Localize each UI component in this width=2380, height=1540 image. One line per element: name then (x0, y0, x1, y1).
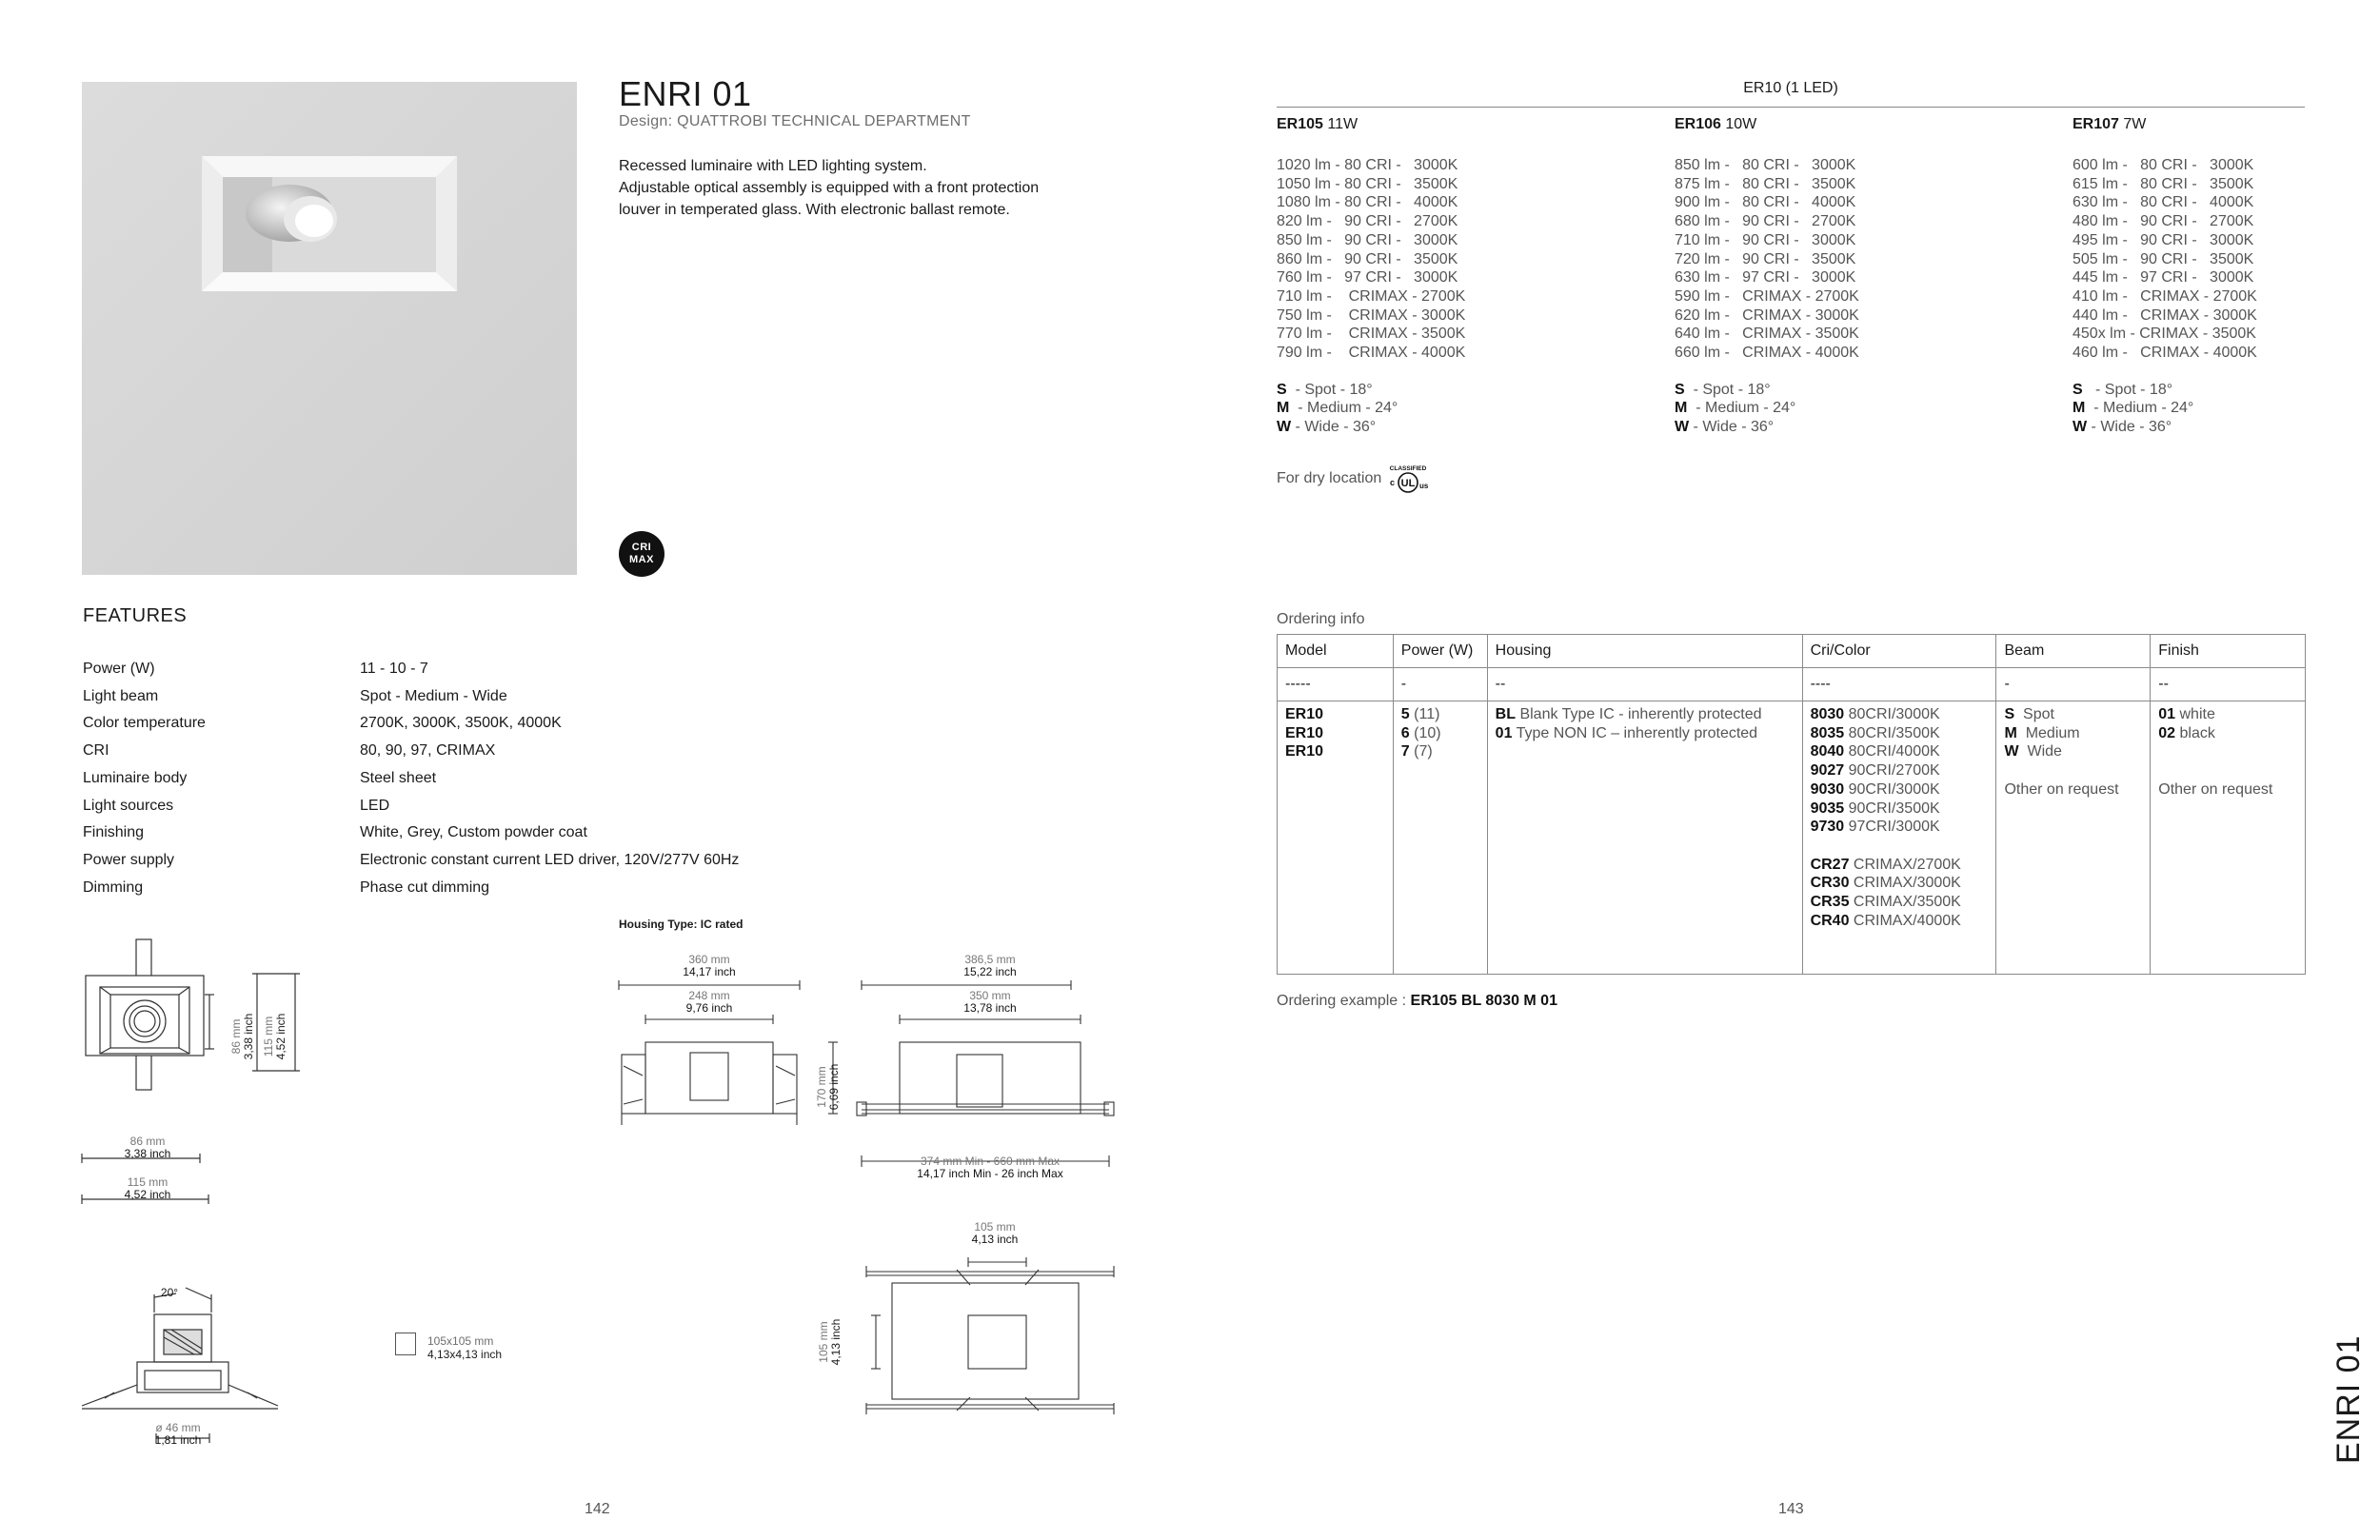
lumen-line: 450x lm - CRIMAX - 3500K (2073, 326, 2256, 343)
front-height-115 (263, 998, 289, 1075)
housing-bar-range (876, 1155, 1104, 1180)
separator-cell: ----- (1278, 668, 1394, 701)
product-photo (82, 82, 577, 575)
crimax-option-desc: CRIMAX/3500K (1849, 894, 1961, 911)
power-option (1401, 724, 1479, 743)
cri-option (1811, 724, 1989, 743)
beam-option-desc: Wide (2018, 743, 2062, 760)
beam-option (2004, 724, 2142, 743)
crimax-badge (619, 531, 664, 577)
cri-option-code: 8040 (1810, 743, 1845, 760)
dim-mm: 105 mm (817, 1321, 830, 1363)
cutout-dimension (427, 1334, 502, 1361)
dry-location-note (1277, 463, 1431, 495)
cri-option-desc: 90CRI/3000K (1844, 780, 1940, 798)
features-heading: FEATURES (83, 605, 188, 626)
crimax-option (1811, 856, 1989, 875)
beam-code: W (1675, 419, 1690, 436)
feature-label: Light sources (83, 797, 174, 814)
dim-inch: 6,69 inch (827, 1063, 841, 1111)
dim-mm: 115 mm (127, 1175, 169, 1189)
separator-cell: -- (1487, 668, 1802, 701)
separator-cell: - (1393, 668, 1487, 701)
description-line: Adjustable optical assembly is equipped with a front protection (619, 180, 1040, 196)
feature-label: Power supply (83, 851, 175, 868)
dim-mm: 115 mm (262, 1016, 275, 1057)
lumen-line: 875 lm - 80 CRI - 3500K (1675, 175, 1856, 192)
cri-color-options (1802, 701, 1996, 975)
page-number-right: 143 (1778, 1501, 1804, 1517)
lumen-list (1277, 156, 1465, 363)
feature-label: Power (W) (83, 661, 155, 677)
feature-value: 80, 90, 97, CRIMAX (360, 742, 496, 760)
model-code: ER10 (1285, 743, 1324, 760)
beam-other-note: Other on request (2004, 780, 2119, 798)
beam-options (1996, 701, 2151, 975)
beam-code: W (1277, 419, 1292, 436)
feature-label: Dimming (83, 879, 144, 896)
cert-classified-text: CLASSIFIED (1389, 465, 1427, 472)
lumen-line: 1080 lm - 80 CRI - 4000K (1277, 194, 1458, 211)
lumen-line: 505 lm - 90 CRI - 3500K (2073, 250, 2254, 267)
beam-desc: - Wide - 36° (1689, 419, 1775, 436)
cri-option-code: 8035 (1810, 724, 1845, 741)
lumen-line: 600 lm - 80 CRI - 3000K (2073, 157, 2254, 173)
beam-option (2004, 705, 2142, 724)
finish-option (2158, 705, 2297, 724)
cutout-icon (395, 1333, 416, 1355)
beam-line (1675, 399, 1859, 418)
power-option-desc: (10) (1409, 724, 1441, 741)
beam-line (1675, 381, 1859, 400)
model-options (1278, 701, 1394, 975)
cri-option (1811, 818, 1989, 837)
housing-width-248 (657, 990, 762, 1015)
dim-mm: 360 mm (688, 953, 730, 966)
beam-option-code: M (2004, 724, 2017, 741)
feature-row (83, 798, 1035, 815)
feature-row (83, 879, 1035, 897)
variant-wattage: 10W (1720, 116, 1757, 132)
feature-label: Finishing (83, 824, 145, 841)
model-code: ER10 (1285, 724, 1324, 741)
dim-mm: 86 mm (229, 1018, 243, 1055)
dim-inch: 9,76 inch (685, 1001, 733, 1015)
dim-mm: 105 mm (974, 1220, 1016, 1234)
lumen-list (1675, 156, 1859, 363)
ordering-example-label: Ordering example : (1277, 993, 1411, 1009)
lumen-line: 900 lm - 80 CRI - 4000K (1675, 194, 1856, 211)
housing-top-drawing (852, 1247, 1128, 1437)
lumen-line: 1050 lm - 80 CRI - 3500K (1277, 175, 1458, 192)
variant-header (1675, 116, 1859, 137)
feature-label: CRI (83, 742, 109, 760)
cri-option-code: 9027 (1810, 762, 1845, 780)
lumen-line: 620 lm - CRIMAX - 3000K (1675, 306, 1859, 324)
feature-value: Steel sheet (360, 769, 437, 786)
variant-model: ER107 (2073, 116, 2119, 132)
dim-inch: 4,13 inch (971, 1233, 1019, 1246)
dim-mm: ø 46 mm (155, 1421, 201, 1434)
page-number-left: 142 (585, 1501, 610, 1517)
ordering-example-code: ER105 BL 8030 M 01 (1410, 993, 1557, 1009)
feature-row (83, 742, 1035, 760)
crimax-option-code: CR27 (1810, 856, 1850, 873)
front-height-86 (230, 998, 257, 1075)
model-code: ER10 (1285, 706, 1324, 722)
lumen-line: 630 lm - 80 CRI - 4000K (2073, 194, 2254, 211)
feature-label: Luminaire body (83, 769, 188, 786)
beam-line (2073, 399, 2257, 418)
housing-width-350 (938, 990, 1042, 1015)
spacer (1811, 837, 1989, 856)
beam-code: M (2073, 400, 2086, 417)
dim-inch: 14,17 inch (683, 965, 736, 978)
lumen-line: 495 lm - 90 CRI - 3000K (2073, 231, 2254, 248)
power-option (1401, 742, 1479, 761)
power-options (1393, 701, 1487, 975)
beam-line (1277, 418, 1465, 437)
lumen-line: 445 lm - 97 CRI - 3000K (2073, 269, 2254, 286)
separator-cell: -- (2151, 668, 2306, 701)
dim-inch: 3,38 inch (124, 1147, 171, 1160)
feature-value: Electronic constant current LED driver, 120V/277V 60Hz (360, 851, 740, 868)
lumen-line: 790 lm - CRIMAX - 4000K (1277, 345, 1466, 362)
cri-option-desc: 97CRI/3000K (1844, 819, 1940, 836)
housing-width-386 (938, 954, 1042, 978)
beam-option-desc: Spot (2014, 706, 2054, 722)
diameter-46 (135, 1422, 221, 1447)
beam-line (2073, 418, 2257, 437)
variant-wattage: 7W (2118, 116, 2147, 132)
housing-options (1487, 701, 1802, 975)
cri-option-desc: 80CRI/3500K (1844, 724, 1940, 741)
beam-code: S (2073, 381, 2083, 398)
product-description (619, 155, 1152, 221)
dim-inch: 15,22 inch (963, 965, 1017, 978)
power-option-desc: (7) (1409, 743, 1433, 760)
lumen-line: 460 lm - CRIMAX - 4000K (2073, 345, 2257, 362)
lumen-list (2073, 156, 2257, 363)
beam-option-code: S (2004, 706, 2015, 722)
feature-row (83, 824, 1035, 841)
header-beam: Beam (1996, 635, 2151, 668)
beam-option-desc: Medium (2016, 724, 2080, 741)
header-power: Power (W) (1393, 635, 1487, 668)
dim-inch: 4,13x4,13 inch (427, 1348, 503, 1361)
housing-option (1496, 724, 1795, 743)
header-housing: Housing (1487, 635, 1802, 668)
housing-option-desc: Blank Type IC - inherently protected (1516, 706, 1762, 722)
crimax-option-code: CR40 (1810, 912, 1850, 929)
beam-desc: - Spot - 18° (1286, 381, 1373, 398)
description-line: Recessed luminaire with LED lighting system. (619, 158, 927, 174)
lumen-line: 680 lm - 90 CRI - 2700K (1675, 213, 1856, 230)
designer-credit: Design: QUATTROBI TECHNICAL DEPARTMENT (619, 113, 971, 129)
feature-value: White, Grey, Custom powder coat (360, 824, 587, 841)
beam-code: M (1675, 400, 1688, 417)
lumen-line: 440 lm - CRIMAX - 3000K (2073, 306, 2257, 324)
feature-value: 2700K, 3000K, 3500K, 4000K (360, 715, 562, 732)
dim-inch: 14,17 inch Min - 26 inch Max (917, 1167, 1063, 1180)
header-cri-color: Cri/Color (1802, 635, 1996, 668)
beam-desc: - Medium - 24° (1687, 400, 1796, 417)
ordering-info-title: Ordering info (1277, 611, 1365, 627)
beam-list (1675, 381, 1859, 437)
beam-list (1277, 381, 1465, 437)
dim-inch: 4,52 inch (124, 1188, 171, 1201)
lumen-line: 770 lm - CRIMAX - 3500K (1277, 326, 1466, 343)
beam-option-code: W (2004, 743, 2019, 760)
cri-option-desc: 80CRI/3000K (1844, 706, 1940, 722)
dim-inch: 13,78 inch (963, 1001, 1017, 1015)
beam-code: S (1277, 381, 1287, 398)
er10-heading: ER10 (1 LED) (1743, 80, 1838, 96)
front-view-drawing (76, 938, 324, 1214)
feature-row (83, 661, 1035, 678)
feature-row (83, 770, 1035, 787)
beam-desc: - Wide - 36° (2087, 419, 2172, 436)
housing-height-170 (816, 1044, 843, 1130)
beam-option (2004, 742, 2142, 761)
dim-mm: 86 mm (129, 1135, 166, 1148)
variant-model: ER106 (1675, 116, 1721, 132)
variant-column (2073, 116, 2257, 437)
heading-divider (1277, 107, 2305, 108)
feature-value: 11 - 10 - 7 (360, 661, 428, 677)
lumen-line: 710 lm - 90 CRI - 3000K (1675, 231, 1856, 248)
beam-line (2073, 381, 2257, 400)
beam-line (1277, 399, 1465, 418)
lumen-line: 1020 lm - 80 CRI - 3000K (1277, 157, 1458, 173)
crimax-option (1811, 912, 1989, 931)
dim-mm: 374 mm Min - 660 mm Max (920, 1155, 1061, 1168)
power-option (1401, 705, 1479, 724)
feature-row (83, 852, 1035, 869)
feature-value: Phase cut dimming (360, 879, 490, 896)
dim-inch: 3,38 inch (242, 1013, 255, 1060)
variant-model: ER105 (1277, 116, 1323, 132)
finish-option (2158, 724, 2297, 743)
feature-row (83, 688, 1035, 705)
badge-line: MAX (629, 554, 654, 565)
cri-option-code: 9030 (1810, 780, 1845, 798)
housing-option-desc: Type NON IC – inherently protected (1512, 724, 1758, 741)
cri-option (1811, 800, 1989, 819)
feature-label: Light beam (83, 687, 159, 704)
ordering-separator-row (1278, 668, 2306, 701)
cri-option-desc: 90CRI/3500K (1844, 800, 1940, 817)
lumen-line: 590 lm - CRIMAX - 2700K (1675, 287, 1859, 305)
housing-type-label: Housing Type: IC rated (619, 918, 744, 931)
front-width-115 (105, 1176, 190, 1201)
finish-other-note: Other on request (2158, 780, 2273, 798)
description-line: louver in temperated glass. With electronic ballast remote. (619, 202, 1010, 218)
dry-location-text: For dry location (1277, 470, 1382, 486)
cri-option-desc: 80CRI/4000K (1844, 743, 1940, 760)
cri-option-code: 9035 (1810, 800, 1845, 817)
dim-mm: 386,5 mm (964, 953, 1016, 966)
crimax-option (1811, 874, 1989, 893)
lumen-line: 615 lm - 80 CRI - 3500K (2073, 175, 2254, 192)
finish-option-desc: black (2175, 724, 2215, 741)
variant-column (1277, 116, 1465, 437)
lumen-line: 850 lm - 90 CRI - 3000K (1277, 231, 1458, 248)
dim-inch: 4,52 inch (274, 1013, 288, 1060)
lumen-line: 720 lm - 90 CRI - 3500K (1675, 250, 1856, 267)
variant-header (1277, 116, 1465, 137)
lumen-line: 660 lm - CRIMAX - 4000K (1675, 345, 1859, 362)
beam-code: W (2073, 419, 2088, 436)
lumen-line: 630 lm - 97 CRI - 3000K (1675, 269, 1856, 286)
ul-listed-icon (1385, 463, 1431, 495)
luminaire-photo-illustration (82, 82, 577, 575)
cert-c-text: c (1390, 478, 1396, 487)
ordering-header-row (1278, 635, 2306, 668)
front-width-86 (105, 1135, 190, 1160)
lumen-line: 850 lm - 80 CRI - 3000K (1675, 157, 1856, 173)
tilt-angle: 20° (160, 1286, 179, 1299)
beam-list (2073, 381, 2257, 437)
side-product-title: ENRI 01 (2330, 1334, 2367, 1464)
header-finish: Finish (2151, 635, 2306, 668)
variant-header (2073, 116, 2257, 137)
cri-option (1811, 780, 1989, 800)
housing-option-code: 01 (1495, 724, 1513, 741)
finish-option-desc: white (2175, 706, 2215, 722)
housing-option (1496, 705, 1795, 724)
power-option-code: 7 (1400, 743, 1410, 760)
beam-desc: - Medium - 24° (2085, 400, 2194, 417)
cri-option (1811, 761, 1989, 780)
beam-line (1675, 418, 1859, 437)
beam-code: M (1277, 400, 1290, 417)
cert-ul-text: UL (1400, 478, 1416, 489)
top-width-105 (952, 1221, 1038, 1246)
feature-label: Color temperature (83, 715, 206, 732)
dim-mm: 350 mm (969, 989, 1011, 1002)
lumen-line: 480 lm - 90 CRI - 2700K (2073, 213, 2254, 230)
dim-mm: 105x105 mm (427, 1334, 494, 1348)
crimax-option (1811, 893, 1989, 912)
cri-option (1811, 742, 1989, 761)
variant-column (1675, 116, 1859, 437)
power-option-desc: (11) (1409, 706, 1440, 722)
beam-desc: - Spot - 18° (1684, 381, 1771, 398)
badge-line: CRI (631, 542, 652, 553)
lumen-line: 760 lm - 97 CRI - 3000K (1277, 269, 1458, 286)
dim-mm: 170 mm (815, 1066, 828, 1108)
ordering-table (1277, 634, 2306, 975)
crimax-option-code: CR35 (1810, 894, 1850, 911)
beam-line (1277, 381, 1465, 400)
header-model: Model (1278, 635, 1394, 668)
crimax-option-desc: CRIMAX/4000K (1849, 912, 1961, 929)
crimax-option-desc: CRIMAX/2700K (1849, 856, 1961, 873)
separator-cell: ---- (1802, 668, 1996, 701)
housing-width-360 (657, 954, 762, 978)
dim-inch: 4,13 inch (829, 1318, 843, 1366)
feature-row (83, 715, 1035, 732)
lumen-line: 750 lm - CRIMAX - 3000K (1277, 306, 1466, 324)
variant-wattage: 11W (1322, 116, 1359, 132)
dim-inch: 1,81 inch (154, 1433, 202, 1447)
finish-option-code: 02 (2158, 724, 2176, 741)
beam-desc: - Wide - 36° (1291, 419, 1377, 436)
lumen-line: 640 lm - CRIMAX - 3500K (1675, 326, 1859, 343)
lumen-line: 820 lm - 90 CRI - 2700K (1277, 213, 1458, 230)
cri-option-code: 9730 (1810, 819, 1845, 836)
separator-cell: - (1996, 668, 2151, 701)
crimax-option-code: CR30 (1810, 875, 1850, 892)
product-title: ENRI 01 (619, 74, 752, 113)
beam-desc: - Medium - 24° (1289, 400, 1398, 417)
beam-code: S (1675, 381, 1685, 398)
ordering-options-row (1278, 701, 2306, 975)
crimax-option-desc: CRIMAX/3000K (1849, 875, 1961, 892)
lumen-line: 710 lm - CRIMAX - 2700K (1277, 287, 1466, 305)
dim-mm: 248 mm (688, 989, 730, 1002)
housing-option-code: BL (1495, 706, 1516, 722)
power-option-code: 6 (1400, 724, 1410, 741)
feature-value: LED (360, 797, 390, 814)
cri-option-desc: 90CRI/2700K (1844, 762, 1940, 780)
lumen-line: 860 lm - 90 CRI - 3500K (1277, 250, 1458, 267)
cri-option (1811, 705, 1989, 724)
lumen-line: 410 lm - CRIMAX - 2700K (2073, 287, 2257, 305)
finish-options (2151, 701, 2306, 975)
ordering-example (1277, 993, 1557, 1010)
cri-option-code: 8030 (1810, 706, 1845, 722)
power-option-code: 5 (1400, 706, 1410, 722)
feature-value: Spot - Medium - Wide (360, 687, 507, 704)
beam-desc: - Spot - 18° (2082, 381, 2173, 398)
cert-us-text: us (1419, 482, 1429, 490)
finish-option-code: 01 (2158, 706, 2176, 722)
top-height-105 (818, 1299, 844, 1385)
